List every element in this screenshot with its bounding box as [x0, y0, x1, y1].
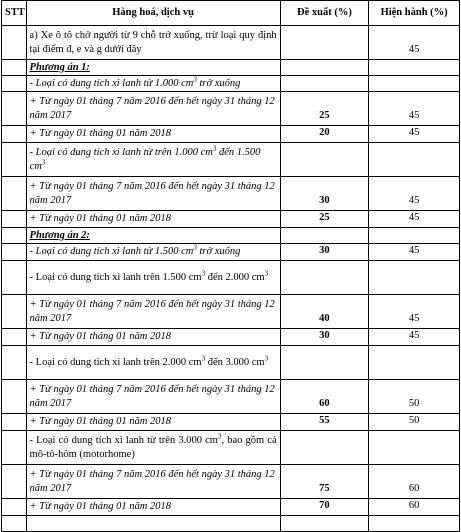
goods-cell: [26, 516, 280, 532]
proposed-rate-cell: 55: [280, 414, 369, 431]
goods-text: + Từ ngày 01 tháng 01 năm 2018: [29, 416, 171, 427]
goods-text-continued: đến 1.500 cm: [29, 146, 261, 172]
stt-cell: [2, 346, 27, 380]
goods-text: - Loại có dung tích xi lanh từ trên 3.000 cm: [29, 434, 218, 446]
stt-cell: [2, 143, 27, 177]
goods-cell: [26, 60, 280, 76]
goods-text-continued: đến 2.000 cm: [205, 271, 265, 283]
unit-superscript: 3: [212, 144, 217, 152]
goods-cell: [26, 92, 280, 126]
current-rate-cell: [369, 261, 460, 295]
proposed-rate-cell: [280, 346, 369, 380]
proposed-rate-cell: 30: [280, 177, 369, 211]
goods-text: Phương án 2:: [29, 229, 90, 241]
unit-superscript: 3: [193, 75, 197, 83]
proposed-rate-cell: [280, 228, 369, 244]
proposed-rate-cell: 20: [280, 126, 369, 143]
table-row: [2, 346, 460, 380]
proposed-rate-cell: [280, 516, 369, 532]
goods-cell: [26, 380, 280, 414]
tax-rate-table: [1, 0, 460, 532]
proposed-rate-cell: 70: [280, 499, 369, 516]
stt-cell: [2, 92, 27, 126]
proposed-rate-cell: 30: [280, 329, 369, 346]
goods-text: + Từ ngày 01 tháng 01 năm 2018: [29, 331, 171, 342]
current-rate-cell: 45: [369, 26, 460, 60]
current-rate-cell: [369, 228, 460, 244]
current-rate-cell: 60: [369, 465, 460, 499]
goods-text: - Loại có dung tích xi lanh từ 1.000 cm: [29, 77, 194, 89]
goods-text: - Loại có dung tích xi lanh từ trên 1.000 cm: [29, 146, 213, 158]
current-rate-cell: 50: [369, 414, 460, 431]
current-rate-cell: 45: [369, 244, 460, 261]
table-row: [2, 295, 460, 329]
stt-cell: [2, 60, 27, 76]
current-rate-cell: [369, 346, 460, 380]
header-row: [2, 1, 460, 26]
table-row: [2, 414, 460, 431]
proposed-rate-cell: [280, 431, 369, 465]
goods-cell: [26, 431, 280, 465]
table-row: [2, 516, 460, 532]
proposed-rate-cell: 60: [280, 380, 369, 414]
current-rate-cell: 50: [369, 380, 460, 414]
table-row: [2, 499, 460, 516]
stt-cell: [2, 329, 27, 346]
stt-cell: [2, 26, 27, 60]
unit-superscript: 3: [193, 243, 197, 252]
table-row: [2, 60, 460, 76]
goods-text: - Loại có dung tích xi lanh trên 2.000 cm: [29, 356, 202, 368]
table-row: [2, 228, 460, 244]
proposed-rate-cell: [280, 26, 369, 60]
goods-cell: [26, 295, 280, 329]
goods-text-continued: đến 3.000 cm: [205, 356, 265, 368]
table-row: [2, 92, 460, 126]
proposed-rate-cell: [280, 143, 369, 177]
current-rate-cell: 45: [369, 329, 460, 346]
goods-cell: [26, 26, 280, 60]
stt-cell: [2, 261, 27, 295]
unit-superscript: 3: [217, 432, 222, 440]
stt-cell: [2, 414, 27, 431]
current-rate-cell: 45: [369, 295, 460, 329]
current-rate-cell: 45: [369, 126, 460, 143]
goods-cell: [26, 244, 280, 261]
table-row: [2, 329, 460, 346]
stt-cell: [2, 499, 27, 516]
goods-text: - Loại có dung tích xi lanh trên 1.500 cm: [29, 271, 202, 283]
stt-cell: [2, 126, 27, 143]
stt-cell: [2, 380, 27, 414]
goods-text: + Từ ngày 01 tháng 01 năm 2018: [29, 501, 171, 512]
table-row: [2, 177, 460, 211]
proposed-rate-cell: 30: [280, 244, 369, 261]
goods-text: + Từ ngày 01 tháng 7 năm 2016 đến hết ngày 31 tháng 12 năm 2017: [29, 298, 275, 324]
table-row: [2, 465, 460, 499]
table-row: [2, 431, 460, 465]
goods-cell: [26, 211, 280, 228]
stt-cell: [2, 431, 27, 465]
proposed-rate-cell: 75: [280, 465, 369, 499]
table-row: [2, 143, 460, 177]
unit-superscript: 3: [41, 158, 46, 166]
current-rate-cell: [369, 60, 460, 76]
goods-text-continued: , bao gồm cả mô-tô-hôm (motorhome): [29, 434, 277, 460]
current-rate-cell: [369, 431, 460, 465]
stt-cell: [2, 465, 27, 499]
proposed-rate-cell: [280, 76, 369, 92]
goods-cell: [26, 228, 280, 244]
unit-superscript: 3: [264, 269, 269, 277]
header-current: Hiện hành (%): [369, 1, 460, 26]
current-rate-cell: 45: [369, 177, 460, 211]
goods-text: + Từ ngày 01 tháng 01 năm 2018: [29, 213, 171, 224]
current-rate-cell: 45: [369, 211, 460, 228]
header-proposed: Đề xuất (%): [280, 1, 369, 26]
goods-cell: [26, 126, 280, 143]
goods-cell: [26, 177, 280, 211]
current-rate-cell: 45: [369, 92, 460, 126]
header-stt: STT: [2, 1, 27, 26]
table-row: [2, 380, 460, 414]
goods-text: + Từ ngày 01 tháng 7 năm 2016 đến hết ngày 31 tháng 12 năm 2017: [29, 95, 275, 121]
goods-text-continued: trở xuống: [196, 77, 241, 89]
goods-cell: [26, 499, 280, 516]
goods-text: + Từ ngày 01 tháng 7 năm 2016 đến hết ngày 31 tháng 12 năm 2017: [29, 468, 275, 494]
table-row: [2, 26, 460, 60]
current-rate-cell: [369, 143, 460, 177]
table-row: [2, 76, 460, 92]
unit-superscript: 3: [264, 354, 269, 362]
stt-cell: [2, 516, 27, 532]
goods-text: Phương án 1:: [29, 61, 90, 73]
current-rate-cell: [369, 76, 460, 92]
stt-cell: [2, 76, 27, 92]
goods-cell: [26, 465, 280, 499]
proposed-rate-cell: 25: [280, 211, 369, 228]
goods-text: + Từ ngày 01 tháng 7 năm 2016 đến hết ngày 31 tháng 12 năm 2017: [29, 383, 275, 409]
stt-cell: [2, 244, 27, 261]
table-row: [2, 211, 460, 228]
goods-cell: [26, 329, 280, 346]
stt-cell: [2, 228, 27, 244]
unit-superscript: 3: [201, 354, 206, 362]
proposed-rate-cell: [280, 261, 369, 295]
goods-text: - Loại có dung tích xi lanh từ 1.500 cm: [29, 246, 194, 257]
unit-superscript: 3: [201, 269, 206, 277]
goods-text: + Từ ngày 01 tháng 01 năm 2018: [29, 128, 171, 139]
goods-text-continued: trở xuống: [196, 246, 241, 257]
stt-cell: [2, 177, 27, 211]
stt-cell: [2, 211, 27, 228]
table-body: [2, 26, 460, 532]
current-rate-cell: 60: [369, 499, 460, 516]
goods-cell: [26, 346, 280, 380]
table-row: [2, 261, 460, 295]
goods-cell: [26, 261, 280, 295]
proposed-rate-cell: 40: [280, 295, 369, 329]
goods-cell: [26, 76, 280, 92]
goods-cell: [26, 143, 280, 177]
header-goods-services: Hàng hoá, dịch vụ: [26, 1, 280, 26]
current-rate-cell: [369, 516, 460, 532]
table-row: [2, 126, 460, 143]
goods-text: a) Xe ô tô chở người từ 9 chỗ trở xuống, trừ loại quy định tại điểm đ, e và g dưới đây: [29, 29, 277, 55]
goods-cell: [26, 414, 280, 431]
goods-text: + Từ ngày 01 tháng 7 năm 2016 đến hết ngày 31 tháng 12 năm 2017: [29, 180, 275, 206]
proposed-rate-cell: [280, 60, 369, 76]
proposed-rate-cell: 25: [280, 92, 369, 126]
table-row: [2, 244, 460, 261]
stt-cell: [2, 295, 27, 329]
